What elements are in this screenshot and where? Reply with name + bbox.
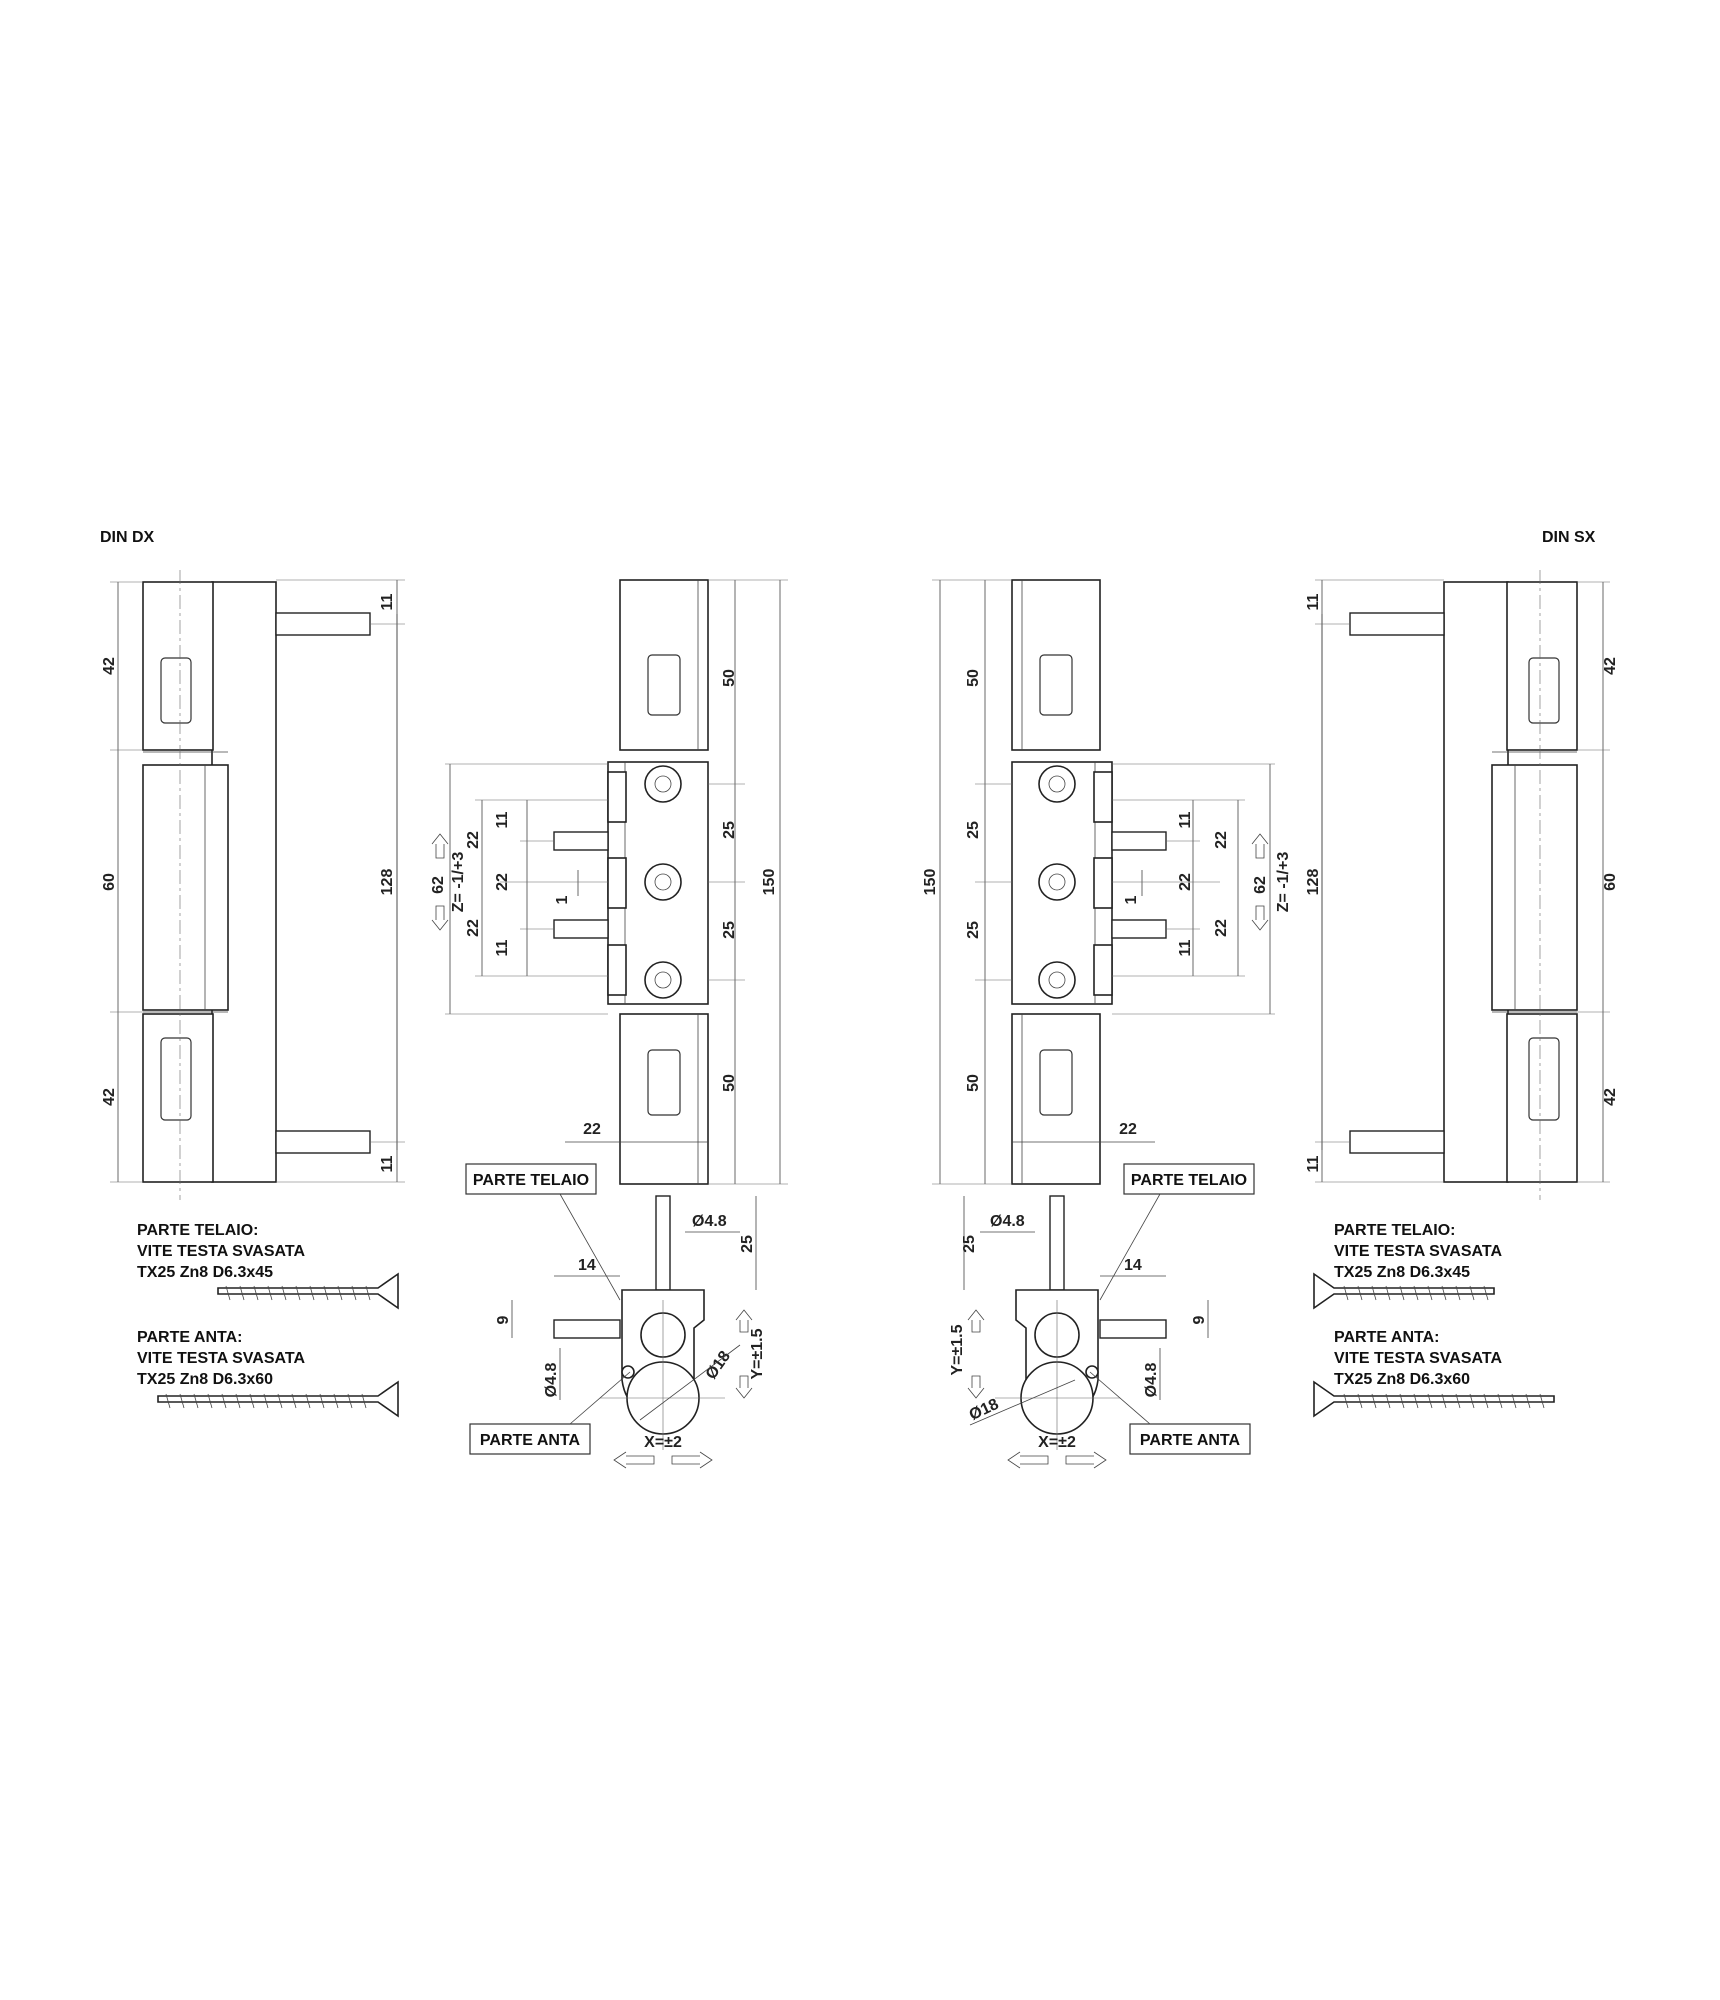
dim-9-dx: 9 — [495, 1315, 512, 1325]
view-sx-front — [922, 580, 1292, 1184]
dim-42-top: 42 — [101, 657, 118, 675]
dim-42-bottom: 42 — [101, 1088, 118, 1106]
screw-frame-spec-left: TX25 Zn8 D6.3x45 — [137, 1264, 274, 1281]
screw-sash-spec-left: TX25 Zn8 D6.3x60 — [137, 1371, 274, 1388]
dim-25-sx: 25 — [961, 1235, 978, 1253]
dim-22-a: 22 — [465, 831, 482, 849]
dim-dia48-side-dx: Ø4.8 — [543, 1362, 560, 1398]
dim-1-sx: 1 — [1123, 895, 1140, 905]
callout-parte-telaio-sx: PARTE TELAIO — [1130, 1172, 1248, 1189]
callout-parte-anta-dx: PARTE ANTA — [479, 1432, 581, 1449]
screw-sash-type-left: VITE TESTA SVASATA — [137, 1350, 306, 1367]
dim-22-mid-sx: 22 — [1177, 873, 1194, 891]
dim-128-sx: 128 — [1305, 868, 1322, 896]
view-sx-side — [1305, 570, 1619, 1200]
screw-sash-type-right: VITE TESTA SVASATA — [1334, 1350, 1503, 1367]
dim-1: 1 — [554, 895, 571, 905]
screw-frame-type-right: VITE TESTA SVASATA — [1334, 1243, 1503, 1260]
view-dx-side — [101, 570, 405, 1200]
dim-62-sx: 62 — [1252, 876, 1269, 894]
dim-60-sx: 60 — [1602, 873, 1619, 891]
dim-22-a-sx: 22 — [1213, 831, 1230, 849]
dim-25-top-sx: 25 — [965, 821, 982, 839]
dim-14-dx: 14 — [578, 1257, 596, 1274]
dim-11-a: 11 — [494, 811, 511, 829]
dim-z-adjust-sx: Z= -1/+3 — [1275, 851, 1292, 913]
dim-11-top-sx: 11 — [1305, 593, 1322, 611]
dim-dia18-sx: Ø18 — [966, 1395, 1002, 1425]
dim-dia18-dx: Ø18 — [702, 1348, 734, 1383]
dim-22-mid: 22 — [494, 873, 511, 891]
dim-25-top: 25 — [721, 821, 738, 839]
dim-9-sx: 9 — [1191, 1315, 1208, 1325]
dim-150-sx: 150 — [922, 868, 939, 896]
dim-62: 62 — [430, 876, 447, 894]
dim-50-top: 50 — [721, 669, 738, 687]
screw-frame-title-left: PARTE TELAIO: — [137, 1222, 259, 1239]
dim-50-bottom-sx: 50 — [965, 1074, 982, 1092]
dim-50-top-sx: 50 — [965, 669, 982, 687]
dim-50-bottom: 50 — [721, 1074, 738, 1092]
dim-11-a-sx: 11 — [1177, 811, 1194, 829]
callout-parte-anta-sx: PARTE ANTA — [1139, 1432, 1241, 1449]
dim-x-adjust-sx: X=±2 — [1038, 1434, 1076, 1451]
dim-dia48-top-dx: Ø4.8 — [692, 1213, 727, 1230]
dim-128: 128 — [379, 868, 396, 896]
dim-25-dx: 25 — [739, 1235, 756, 1253]
screw-info-right — [1314, 1222, 1554, 1416]
screw-sash-spec-right: TX25 Zn8 D6.3x60 — [1334, 1371, 1471, 1388]
dim-y-adjust-sx: Y=±1.5 — [949, 1324, 966, 1376]
heading-din-dx: DIN DX — [100, 529, 155, 546]
dim-11-bottom-sx: 11 — [1305, 1155, 1322, 1173]
dim-22-width-sx: 22 — [1119, 1121, 1137, 1138]
top-view-dx — [466, 1164, 766, 1468]
heading-din-sx: DIN SX — [1542, 529, 1596, 546]
dim-60: 60 — [101, 873, 118, 891]
screw-sash-title-left: PARTE ANTA: — [137, 1329, 243, 1346]
dim-11-b: 11 — [494, 939, 511, 957]
screw-frame-spec-right: TX25 Zn8 D6.3x45 — [1334, 1264, 1471, 1281]
dim-11-bottom: 11 — [379, 1155, 396, 1173]
dim-150: 150 — [761, 868, 778, 896]
dim-22-b-sx: 22 — [1213, 919, 1230, 937]
screw-frame-type-left: VITE TESTA SVASATA — [137, 1243, 306, 1260]
dim-42-bottom-sx: 42 — [1602, 1088, 1619, 1106]
dim-25-bottom-sx: 25 — [965, 921, 982, 939]
screw-info-left — [137, 1222, 398, 1416]
dim-y-adjust-dx: Y=±1.5 — [749, 1328, 766, 1380]
callout-parte-telaio-dx: PARTE TELAIO — [472, 1172, 590, 1189]
dim-dia48-side-sx: Ø4.8 — [1143, 1362, 1160, 1398]
screw-frame-title-right: PARTE TELAIO: — [1334, 1222, 1456, 1239]
dim-11-b-sx: 11 — [1177, 939, 1194, 957]
screw-sash-title-right: PARTE ANTA: — [1334, 1329, 1440, 1346]
top-view-sx — [949, 1164, 1254, 1468]
dim-11-top: 11 — [379, 593, 396, 611]
dim-22-b: 22 — [465, 919, 482, 937]
dim-42-top-sx: 42 — [1602, 657, 1619, 675]
dim-z-adjust: Z= -1/+3 — [450, 851, 467, 913]
dim-x-adjust-dx: X=±2 — [644, 1434, 682, 1451]
dim-22-width: 22 — [583, 1121, 601, 1138]
view-dx-front — [430, 580, 788, 1184]
dim-25-bottom: 25 — [721, 921, 738, 939]
dim-14-sx: 14 — [1124, 1257, 1142, 1274]
dim-dia48-top-sx: Ø4.8 — [990, 1213, 1025, 1230]
